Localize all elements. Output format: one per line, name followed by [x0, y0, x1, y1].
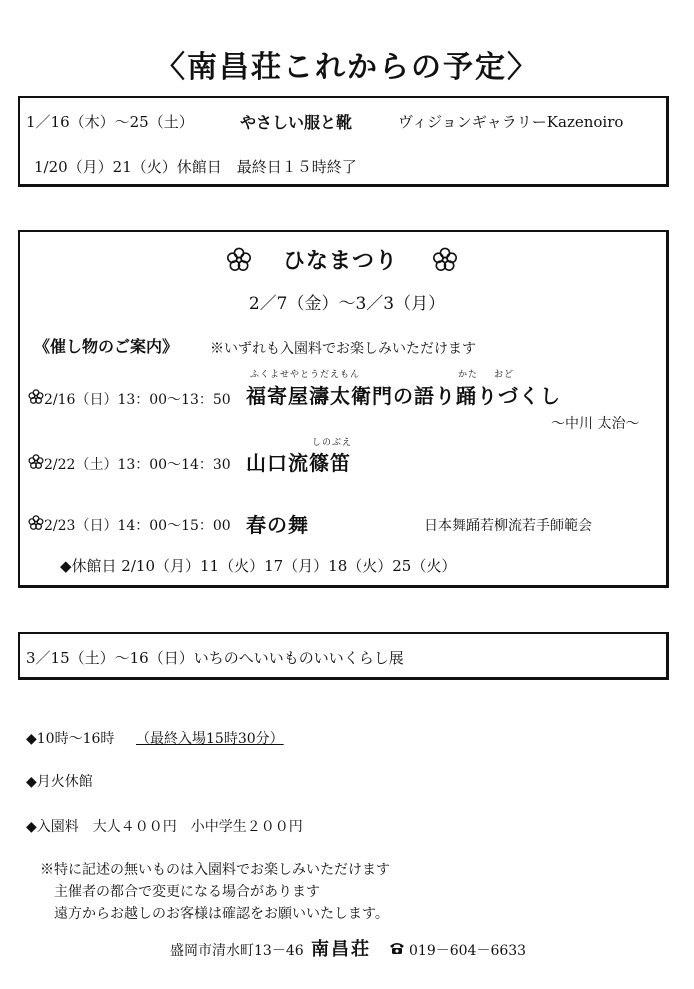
hina-title: ひなまつり — [283, 248, 399, 274]
hina-event-performer: 日本舞踊若柳流若手師範会 — [424, 518, 592, 534]
hina-event-name: 春の舞 — [246, 513, 309, 537]
hina-event-datetime: 2/23（日）14：00～15：00 — [44, 518, 231, 534]
info-note: 遠方からお越しのお客様は確認をお願いいたします。 — [54, 906, 389, 922]
hina-event-datetime: 2/22（土）13：00～14：30 — [44, 457, 231, 473]
hina-dates: 2／7（金）～3／3（月） — [248, 294, 446, 314]
info-last-entry: （最終入場15時30分） — [136, 731, 284, 747]
info-note: 主催者の都合で変更になる場合があります — [54, 884, 320, 900]
ruby-text: おど — [494, 370, 515, 380]
guide-note: ※いずれも入園料でお楽しみいただけます — [210, 341, 476, 357]
guide-label: 《催し物のご案内》 — [34, 337, 179, 356]
flower-icon — [226, 247, 252, 277]
hina-event-datetime: 2/16（日）13：00～13：50 — [44, 392, 231, 408]
event3-text: 3／15（土）～16（日）いちのへいいものいいくらし展 — [26, 649, 404, 667]
ruby-text: しのぶえ — [312, 438, 353, 448]
footer-address: 盛岡市清水町13－46 — [170, 943, 304, 959]
event1-name: やさしい服と靴 — [240, 113, 353, 132]
event1-closed: 1/20（月）21（火）休館日 最終日１５時終了 — [34, 158, 357, 176]
event1-venue: ヴィジョンギャラリーKazenoiro — [398, 113, 624, 131]
event1-dates: 1／16（木）～25（土） — [26, 113, 194, 131]
ruby-text: ふくよせやとうだえもん — [250, 370, 361, 380]
footer-phone: 019－604－6633 — [409, 943, 527, 959]
info-fee: ◆入園料 大人４００円 小中学生２００円 — [26, 819, 303, 835]
flower-icon — [432, 247, 458, 277]
hina-closed: ◆休館日 2/10（月）11（火）17（月）18（火）25（火） — [60, 557, 457, 575]
info-hours: ◆10時～16時 — [26, 731, 115, 747]
flower-icon — [28, 515, 44, 535]
hina-event-name: 福寄屋濤太衛門の語り踊りづくし — [246, 384, 561, 408]
ruby-text: かた — [458, 370, 479, 380]
flower-icon — [28, 454, 44, 474]
hina-event-performer: ～中川 太治～ — [551, 416, 640, 432]
flower-icon — [28, 389, 44, 409]
footer-name: 南昌荘 — [311, 939, 371, 960]
page-title: 〈南昌荘これからの予定〉 — [155, 50, 539, 85]
info-closed-days: ◆月火休館 — [26, 774, 93, 790]
phone-icon — [389, 940, 405, 959]
info-note: ※特に記述の無いものは入園料でお楽しみいただけます — [40, 862, 390, 878]
hina-event-name: 山口流篠笛 — [246, 451, 351, 475]
